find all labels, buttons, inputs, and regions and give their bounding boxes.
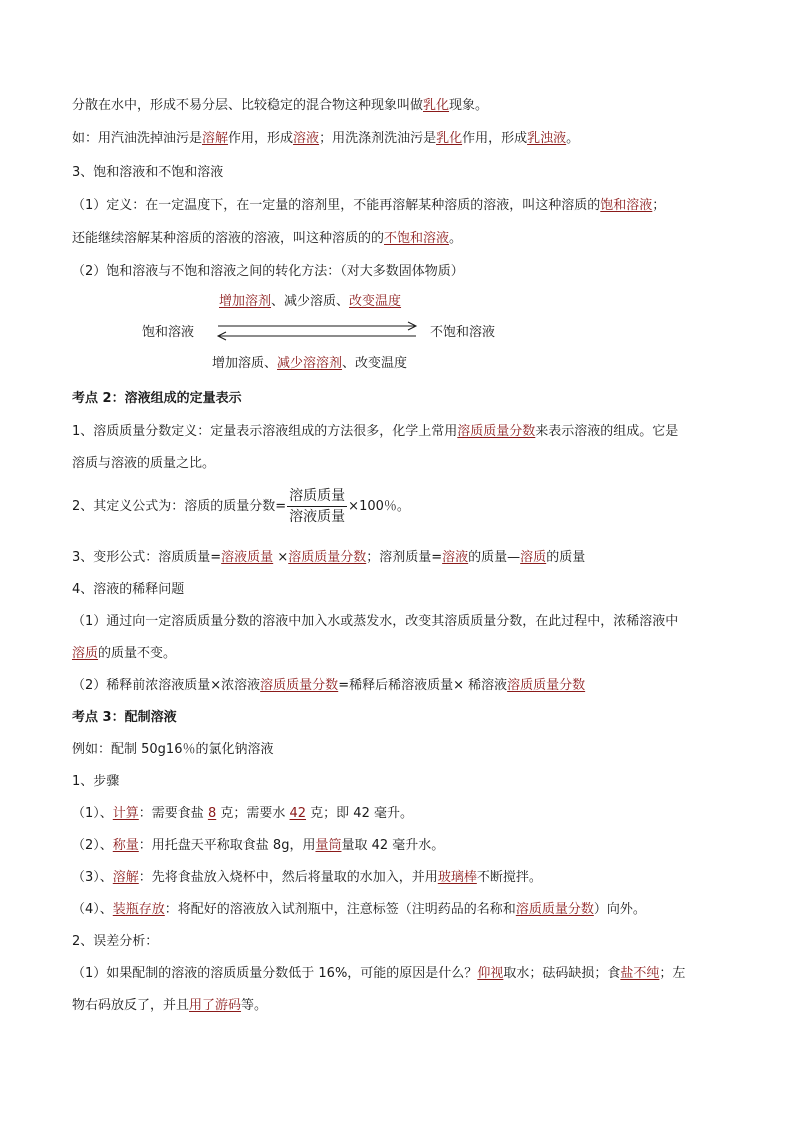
formula-denominator: 溶液质量 xyxy=(289,509,346,525)
text-run: ；溶剂质量= xyxy=(366,550,443,565)
text-run: 。 xyxy=(566,131,580,146)
text-run: （2）、 xyxy=(72,838,113,853)
text-run: ）向外。 xyxy=(593,902,646,917)
conversion-diagram xyxy=(72,292,722,382)
text-run: 如：用汽油洗掉油污是 xyxy=(72,131,203,146)
text-run: =稀释后稀溶液质量× 稀溶液 xyxy=(338,678,508,693)
dilution-heading xyxy=(72,580,184,600)
text-run: 等。 xyxy=(241,998,268,1013)
text-run: × xyxy=(273,550,289,565)
text-run: 现象。 xyxy=(449,98,489,113)
text-run: （1）通过向一定溶质质量分数的溶液中加入水或蒸发水，改变其溶质质量分数，在此过程中，浓稀溶液中 xyxy=(72,614,679,629)
diagram-right-label: 不饱和溶液 xyxy=(430,325,496,340)
example-dissolve-emulsify xyxy=(72,129,579,149)
text-run: 不断搅拌。 xyxy=(476,870,542,885)
steps-heading xyxy=(72,772,119,792)
section-3-heading xyxy=(72,708,177,728)
text-run: 的质量 xyxy=(546,550,586,565)
underlined-term: 用了游码 xyxy=(189,998,242,1013)
text-run: 增加溶质、 xyxy=(212,356,278,371)
underlined-term: 改变温度 xyxy=(349,294,402,309)
dilution-1a xyxy=(72,612,678,632)
underlined-term: 溶质 xyxy=(520,550,547,565)
definition-formula xyxy=(72,486,410,528)
text-run: （4）、 xyxy=(72,902,113,917)
underlined-term: 溶液 xyxy=(293,131,320,146)
underlined-term: 不饱和溶液 xyxy=(384,231,450,246)
underlined-term: 溶解 xyxy=(112,870,139,885)
text-run: （2）稀释前浓溶液质量×浓溶液 xyxy=(72,678,261,693)
text-run: 作用，形成 xyxy=(462,131,528,146)
text-run: （1）、 xyxy=(72,806,113,821)
prep-example xyxy=(72,740,273,760)
underlined-term: 溶质质量分数 xyxy=(515,902,594,917)
diagram-bottom-label xyxy=(212,354,407,374)
text-run: 的质量不变。 xyxy=(98,646,177,661)
diagram-top-label xyxy=(219,292,401,312)
underlined-term: 溶质 xyxy=(72,646,99,661)
underlined-term: 溶质质量分数 xyxy=(260,678,339,693)
text-run: （1）如果配制的溶液的溶质质量分数低于 16%，可能的原因是什么？ xyxy=(72,966,478,981)
text-run: 2、误差分析： xyxy=(72,934,159,949)
text-run: 分散在水中，形成不易分层、比较稳定的混合物这种现象叫做 xyxy=(72,98,424,113)
underlined-term: 42 xyxy=(289,806,307,821)
section-2-heading xyxy=(72,389,242,409)
underlined-term: 溶质质量分数 xyxy=(288,550,367,565)
conversion-heading xyxy=(72,262,464,282)
text-run: 例如：配制 50g16％的氯化钠溶液 xyxy=(72,742,274,757)
text-run: ：需要食盐 xyxy=(138,806,208,821)
text-run: 物右码放反了，并且 xyxy=(72,998,190,1013)
diagram-left-label: 饱和溶液 xyxy=(142,325,195,340)
text-run: 溶质与溶液的质量之比。 xyxy=(72,456,216,471)
error-heading xyxy=(72,932,158,952)
text-run: 考点 3：配制溶液 xyxy=(72,710,177,725)
definition-line-2 xyxy=(72,229,462,249)
step-3 xyxy=(72,868,542,888)
underlined-term: 溶解 xyxy=(202,131,229,146)
emulsion-definition xyxy=(72,96,488,116)
text-run: （1）定义：在一定温度下，在一定量的溶剂里，不能再溶解某种溶质的溶液，叫这种溶质的 xyxy=(72,198,601,213)
underlined-term: 饱和溶液 xyxy=(600,198,653,213)
step-4 xyxy=(72,900,646,920)
underlined-term: 减少溶溶剂 xyxy=(277,356,343,371)
text-run: ；左 xyxy=(659,966,686,981)
text-run: ：将配好的溶液放入试剂瓶中，注意标签（注明药品的名称和 xyxy=(164,902,516,917)
underlined-term: 装瓶存放 xyxy=(112,902,165,917)
text-run: ：先将食盐放入烧杯中，然后将量取的水加入，并用 xyxy=(138,870,438,885)
underlined-term: 溶质质量分数 xyxy=(457,424,536,439)
underlined-term: 盐不纯 xyxy=(620,966,660,981)
text-run: ；用洗涤剂洗油污是 xyxy=(319,131,437,146)
text-run: 量取 42 毫升水。 xyxy=(341,838,445,853)
formula-suffix: ×100％。 xyxy=(348,499,410,514)
underlined-term: 计算 xyxy=(112,806,139,821)
text-run: 考点 2：溶液组成的定量表示 xyxy=(72,391,242,406)
error-1b xyxy=(72,996,267,1016)
formula-numerator: 溶质质量 xyxy=(287,486,347,507)
underlined-term: 溶质质量分数 xyxy=(507,678,586,693)
text-run: 克；即 42 毫升。 xyxy=(306,806,413,821)
underlined-term: 增加溶剂 xyxy=(219,294,272,309)
text-run: 3、变形公式：溶质质量= xyxy=(72,550,222,565)
underlined-term: 溶液质量 xyxy=(221,550,274,565)
underlined-term: 称量 xyxy=(112,838,139,853)
text-run: 还能继续溶解某种溶质的溶液的溶液，叫这种溶质的的 xyxy=(72,231,385,246)
dilution-1b xyxy=(72,644,176,664)
underlined-term: 乳化 xyxy=(423,98,450,113)
transform-formula xyxy=(72,548,585,568)
text-run: 。 xyxy=(449,231,463,246)
underlined-term: 8 xyxy=(207,806,217,821)
step-1 xyxy=(72,804,413,824)
error-1a xyxy=(72,964,685,984)
mass-fraction-def-2 xyxy=(72,454,215,474)
text-run: 、减少溶质、 xyxy=(271,294,350,309)
text-run: 来表示溶液的组成。它是 xyxy=(535,424,679,439)
underlined-term: 溶液 xyxy=(442,550,469,565)
text-run: 的质量— xyxy=(468,550,521,565)
conversion-arrows xyxy=(212,320,422,342)
text-run: 作用，形成 xyxy=(228,131,294,146)
text-run: （2）饱和溶液与不饱和溶液之间的转化方法：（对大多数固体物质） xyxy=(72,264,464,279)
text-run: ； xyxy=(652,198,666,213)
underlined-term: 玻璃棒 xyxy=(437,870,477,885)
step-2 xyxy=(72,836,444,856)
underlined-term: 乳浊液 xyxy=(527,131,567,146)
text-run: 克；需要水 xyxy=(216,806,290,821)
text-run: 、改变温度 xyxy=(342,356,408,371)
text-run: 1、溶质质量分数定义：定量表示溶液组成的方法很多，化学上常用 xyxy=(72,424,458,439)
text-run: （3）、 xyxy=(72,870,113,885)
heading-saturated xyxy=(72,163,223,183)
text-run: 取水；砝码缺损；食 xyxy=(503,966,621,981)
formula-prefix: 2、其定义公式为：溶质的质量分数= xyxy=(72,499,287,514)
underlined-term: 仰视 xyxy=(477,966,504,981)
text-run: 4、溶液的稀释问题 xyxy=(72,582,185,597)
text-run: ：用托盘天平称取食盐 8g，用 xyxy=(138,838,316,853)
formula-fraction xyxy=(287,486,347,527)
text-run: 1、步骤 xyxy=(72,774,120,789)
underlined-term: 乳化 xyxy=(436,131,463,146)
mass-fraction-def-1 xyxy=(72,422,678,442)
dilution-2 xyxy=(72,676,585,696)
underlined-term: 量筒 xyxy=(315,838,342,853)
text-run: 3、饱和溶液和不饱和溶液 xyxy=(72,165,224,180)
definition-line-1 xyxy=(72,196,665,216)
